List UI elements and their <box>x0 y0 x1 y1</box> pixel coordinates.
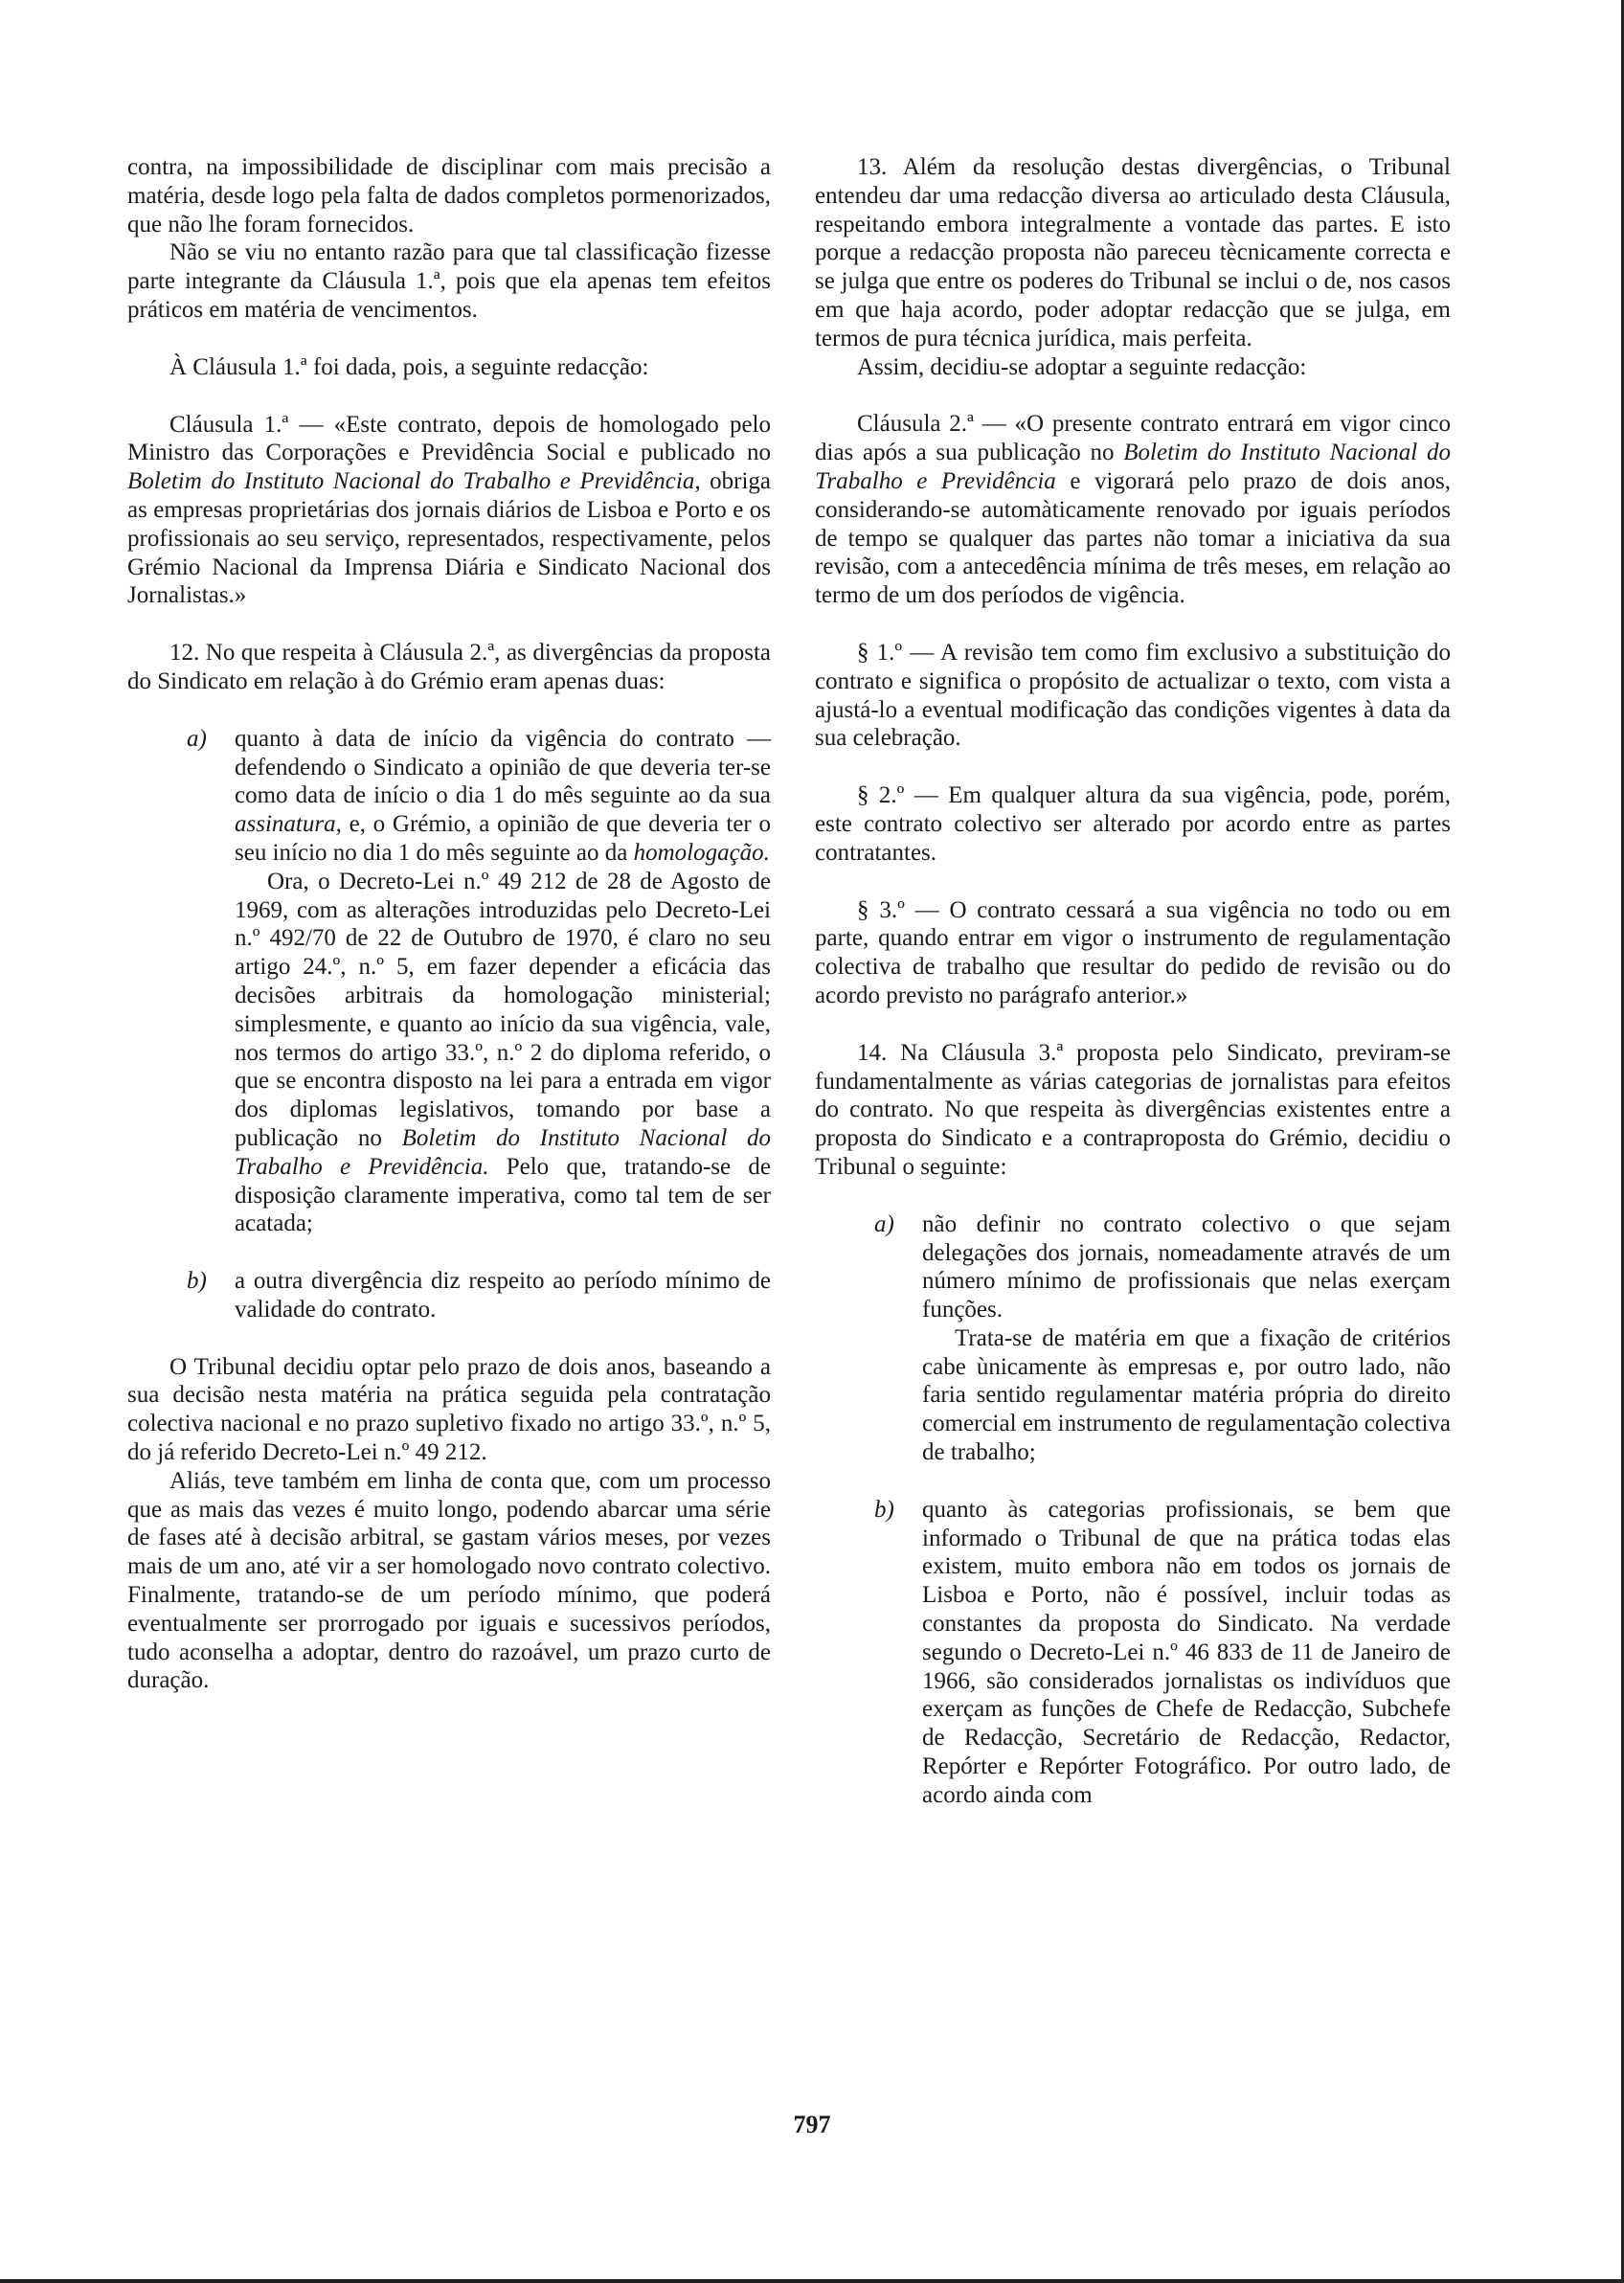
clause-2-lead: Cláusula 2.ª — «O presente contrato entrará em vigor cinco dias após a sua publicação no <box>815 411 1451 466</box>
clause-1-bulletin-title: Boletim do Instituto Nacional do Trabalho e Previdência, <box>127 468 701 495</box>
list-label-a-right: a) <box>874 1210 894 1237</box>
clause-2-text <box>815 410 1451 610</box>
item-a-italic-1: assinatura, <box>235 811 342 838</box>
section-1: § 1.º — A revisão tem como fim exclusivo a substituição do contrato e significa o propósito de actualizar o texto, com vista a ajustá-lo a eventual modificação das condições vigentes à data da sua celebração. <box>815 639 1451 752</box>
list-label-b-right: b) <box>874 1496 894 1523</box>
list-item-a-left <box>127 725 771 1238</box>
list-item-a-right-text: não definir no contrato colectivo o que sejam delegações dos jornais, nomeadamente através de um número mínimo de profissionais que nelas exerçam funções. <box>922 1210 1451 1323</box>
list-item-b-right-text: quanto às categorias profissionais, se bem que informado o Tribunal de que na prática todas elas existem, muito embora não em todos os jornais de Lisboa e Porto, não é possível, incluir todas as constantes da proposta do Sindicato. Na verdade segundo o Decreto-Lei n.º 46 833 de 11 de Janeiro de 1966, são considerados jornalistas os indivíduos que exerçam as funções de Chefe de Redacção, Subchefe de Redacção, Secretário de Redacção, Redactor, Repórter e Repórter Fotográfico. Por outro lado, de acordo ainda com <box>922 1496 1451 1808</box>
item-a-text-1: quanto à data de início da vigência do contrato — defendendo o Sindicato a opinião de que deveria ter-se como data de início o dia 1 do mês seguinte ao da sua <box>235 725 771 809</box>
list-item-b-right <box>815 1496 1451 1810</box>
paragraph-alias: Aliás, teve também em linha de conta que, com um processo que as mais das vezes é muito longo, podendo abarcar uma série de fases até à decisão arbitral, se gastam vários meses, por vezes mais de um ano, até vir a ser homologado novo contrato colectivo. Finalmente, tratando-se de um período mínimo, que poderá eventualmente ser prorrogado por iguais e sucessivos períodos, tudo aconselha a adoptar, dentro do razoável, um prazo curto de duração. <box>127 1467 771 1694</box>
item-a-sub-1: Ora, o Decreto-Lei n.º 49 212 de 28 de Agosto de 1969, com as alterações introduzidas pelo Decreto-Lei n.º 492/70 de 22 de Outubro de 1970, é claro no seu artigo 24.º, n.º 5, em fazer depender a eficácia das decisões arbitrais da homologação ministerial; simplesmente, e quanto ao início da sua vigência, vale, nos termos do artigo 33.º, n.º 2 do diploma referido, o que se encontra disposto na lei para a entrada em vigor dos diplomas legislativos, tomando por base a publicação no <box>235 868 771 1151</box>
list-item-a-subparagraph <box>235 868 771 1238</box>
clause-2-bulletin-title: Boletim do Instituto Nacional do Trabalho e Previdência <box>815 440 1451 494</box>
section-3: § 3.º — O contrato cessará a sua vigência no todo ou em parte, quando entrar em vigor o instrumento de regulamentação colectiva de trabalho que resultar do pedido de revisão ou do acordo previsto no parágrafo anterior.» <box>815 896 1451 1008</box>
item-a-text-2: e, o Grémio, a opinião de que deveria ter o seu início no dia 1 do mês seguinte ao da <box>235 811 771 866</box>
paragraph-continuation: contra, na impossibilidade de disciplinar com mais precisão a matéria, desde logo pela falta de dados completos pormenorizados, que não lhe foram fornecidos. <box>127 154 771 237</box>
paragraph-13: 13. Além da resolução destas divergências, o Tribunal entendeu dar uma redacção diversa ao articulado desta Cláusula, respeitando embora integralmente a vontade das partes. E isto porque a redacção proposta não pareceu tècnicamente correcta e se julga que entre os poderes do Tribunal se inclui o de, nos casos em que haja acordo, poder adoptar redacção que se julga, em termos de pura técnica jurídica, mais perfeita. <box>815 154 1451 351</box>
paragraph-assim: Assim, decidiu-se adoptar a seguinte redacção: <box>857 353 1307 380</box>
paragraph-tribunal-decision: O Tribunal decidiu optar pelo prazo de dois anos, baseando a sua decisão nesta matéria na prática seguida pela contratação colectiva nacional e no prazo supletivo fixado no artigo 33.º, n.º 5, do já referido Decreto-Lei n.º 49 212. <box>127 1353 771 1466</box>
paragraph-clause1-intro: À Cláusula 1.ª foi dada, pois, a seguinte redacção: <box>169 353 649 380</box>
clause-1-lead: Cláusula 1.ª — «Este contrato, depois de homologado pelo Ministro das Corporações e Previdência Social e publicado no <box>127 411 771 466</box>
paragraph-classification: Não se viu no entanto razão para que tal classificação fizesse parte integrante da Cláusula 1.ª, pois que ela apenas tem efeitos práticos em matéria de vencimentos. <box>127 239 771 323</box>
paragraph-14: 14. Na Cláusula 3.ª proposta pelo Sindicato, previram-se fundamentalmente as várias categorias de jornalistas para efeitos do contrato. No que respeita às divergências existentes entre a proposta do Sindicato e a contraproposta do Grémio, decidiu o Tribunal o seguinte: <box>815 1039 1451 1180</box>
clause-2-tail: e vigorará pelo prazo de dois anos, considerando-se automàticamente renovado por iguais períodos de tempo se qualquer das partes não tomar a iniciativa da sua revisão, com a antecedência mínima de três meses, em relação ao termo de um dos períodos de vigência. <box>815 467 1451 609</box>
clause-1-text <box>127 411 771 611</box>
page-number: 797 <box>793 2111 831 2138</box>
left-column <box>127 153 771 1695</box>
item-a-sub-2: Pelo que, tratando-se de disposição claramente imperativa, como tal tem de ser acatada; <box>235 1153 771 1237</box>
list-label-a: a) <box>187 725 207 752</box>
clause-1-tail: obriga as empresas proprietárias dos jornais diários de Lisboa e Porto e os profissionais ao seu serviço, representados, respectivamente, pelos Grémio Nacional da Imprensa Diária e Sindicato Nacional dos Jornalistas.» <box>127 468 772 609</box>
list-item-a-right-subparagraph: Trata-se de matéria em que a fixação de critérios cabe ùnicamente às empresas e, por outro lado, não faria sentido regulamentar matéria própria do direito comercial em instrumento de regulamentação colectiva de trabalho; <box>922 1324 1451 1466</box>
list-label-b: b) <box>187 1268 207 1295</box>
paragraph-12: 12. No que respeita à Cláusula 2.ª, as divergências da proposta do Sindicato em relação à do Grémio eram apenas duas: <box>127 640 771 694</box>
section-2: § 2.º — Em qualquer altura da sua vigência, pode, porém, este contrato colectivo ser alterado por acordo entre as partes contratantes. <box>815 782 1451 866</box>
right-column <box>815 153 1451 1810</box>
item-a-italic-2: homologação. <box>633 839 770 866</box>
list-item-b-left <box>127 1267 771 1324</box>
list-item-a-text <box>235 725 771 868</box>
item-a-sub-italic: Boletim do Instituto Nacional do Trabalho e Previdência. <box>235 1124 772 1180</box>
list-item-a-right <box>815 1210 1451 1467</box>
list-item-b-text: a outra divergência diz respeito ao período mínimo de validade do contrato. <box>235 1268 771 1322</box>
